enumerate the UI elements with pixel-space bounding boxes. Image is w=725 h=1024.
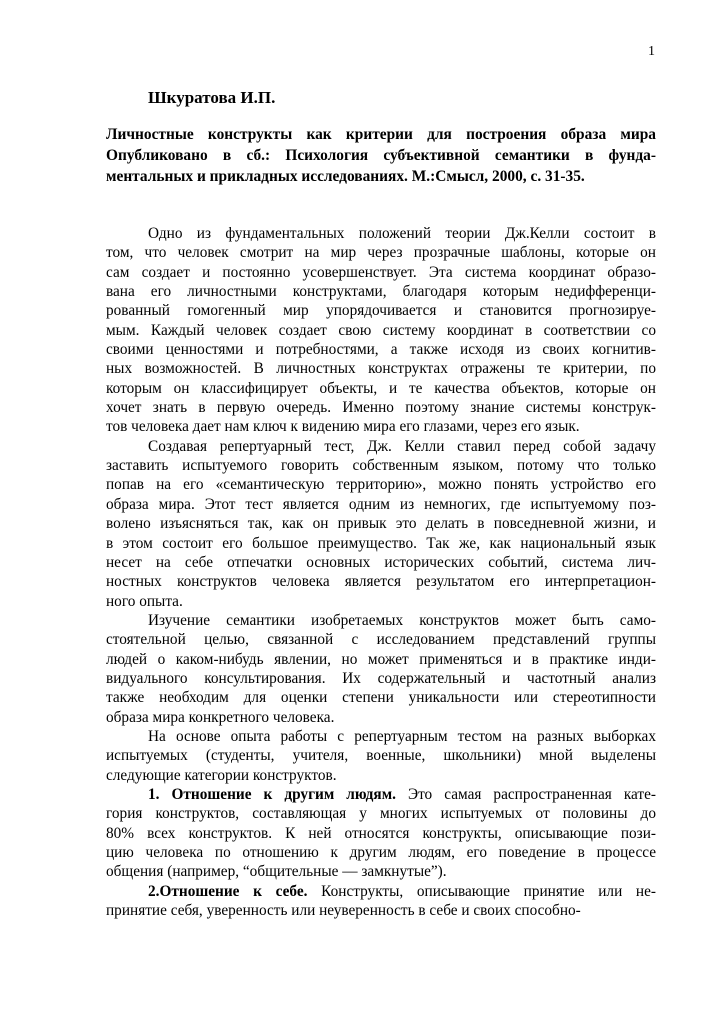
paragraph-line: общения (например, “общительные — замкнутые”).	[106, 863, 447, 881]
paragraph-line: видуального консультирования. Их содержательный и частотный анализ	[106, 669, 656, 687]
paragraph-line: несет на себе отпечатки основных исторических событий, система лич-	[106, 553, 656, 571]
paragraph-line: рованный гомогенный мир упорядочивается и становится прогнозируе-	[106, 302, 656, 320]
paragraph-line: попав на его «семантическую территорию», можно понять устройство его	[106, 476, 656, 494]
paragraph-line	[106, 785, 656, 804]
paragraph-line: сам создает и постоянно усовершенствует. Эта система координат образо-	[106, 263, 656, 281]
paragraph-line	[106, 882, 656, 901]
paragraph-line: также необходим для оценки степени уникальности или стереотипности	[106, 689, 656, 707]
paragraph-line: Создавая репертуарный тест, Дж. Келли ставил перед собой задачу	[148, 437, 656, 455]
paragraph-line: гория конструктов, составляющая у многих испытуемых от половины до	[106, 805, 656, 823]
paragraph-line: которым он классифицирует объекты, и те качества объектов, которые он	[106, 379, 656, 397]
paragraph-line: тов человека дает нам ключ к видению мира его глазами, через его язык.	[106, 418, 580, 436]
paragraph-line: вана его личностными конструктами, благодаря которым недифференци-	[106, 283, 656, 301]
paragraph-line: хочет знать в первую очередь. Именно поэтому знание системы конструк-	[106, 399, 656, 417]
paragraph-line: следующие категории конструктов.	[106, 766, 337, 784]
paragraph	[106, 437, 656, 611]
title-line: Опубликовано в сб.: Психология субъективной семантики в фунда-	[106, 147, 656, 164]
article-body	[106, 224, 656, 920]
line-text: Конструкты, описывающие принятие или не-	[307, 882, 656, 900]
author-name: Шкуратова И.П.	[148, 88, 276, 107]
paragraph-line: На основе опыта работы с репертуарным тестом на разных выборках	[148, 727, 656, 745]
paragraph	[106, 785, 656, 882]
paragraph-line: ностных конструктов человека является результатом его интерпретацион-	[106, 573, 656, 591]
title-line: ментальных и прикладных исследованиях. М.:Смысл, 2000, с. 31-35.	[106, 168, 585, 185]
paragraph-line: заставить испытуемого говорить собственным языком, потому что только	[106, 457, 656, 475]
paragraph	[106, 224, 656, 437]
paragraph-line: Изучение семантики изобретаемых конструктов может быть само-	[148, 611, 656, 629]
paragraph-line: ных возможностей. В личностных конструктах отражены те критерии, по	[106, 360, 656, 378]
section-heading: 2.Отношение к себе.	[148, 882, 308, 900]
paragraph-line: в этом состоит его большое преимущество. Так же, как национальный язык	[106, 534, 656, 552]
paragraph	[106, 611, 656, 727]
paragraph-line: Одно из фундаментальных положений теории Дж.Келли состоит в	[148, 225, 656, 242]
section-heading: 1. Отношение к другим людям.	[148, 785, 396, 803]
paragraph-line: образа мира. Этот тест является одним из немногих, где испытуемому поз-	[106, 495, 656, 513]
paragraph-line: образа мира конкретного человека.	[106, 708, 335, 726]
paragraph-line: волено изъясняться так, как он привык это делать в повседневной жизни, и	[106, 515, 656, 533]
paragraph-line: принятие себя, уверенность или неуверенность в себе и своих способно-	[106, 902, 581, 920]
paragraph-line: цию человека по отношению к другим людям, его поведение в процессе	[106, 844, 656, 861]
title-line: Личностные конструкты как критерии для построения образа мира	[106, 126, 656, 143]
paragraph-line: своими ценностями и потребностями, а также исходя из своих когнитив-	[106, 341, 656, 359]
paragraph-line: ного опыта.	[106, 592, 183, 610]
paragraph-line: стоятельной целью, связанной с исследованием представлений группы	[106, 631, 656, 649]
paragraph-line: 80% всех конструктов. К ней относятся конструкты, описывающие пози-	[106, 824, 656, 842]
paragraph-line: испытуемых (студенты, учителя, военные, школьники) мной выделены	[106, 747, 656, 765]
paragraph-line: людей о каком-нибудь явлении, но может применяться и в практике инди-	[106, 650, 656, 668]
paragraph	[106, 727, 656, 785]
paragraph-line: том, что человек смотрит на мир через прозрачные шаблоны, которые он	[106, 244, 656, 262]
line-text: Это самая распространенная кате-	[395, 785, 656, 803]
page-number: 1	[648, 44, 655, 59]
article-title	[106, 124, 656, 187]
paragraph-line: мым. Каждый человек создает свою систему координат в соответствии со	[106, 321, 656, 339]
paragraph	[106, 882, 656, 921]
